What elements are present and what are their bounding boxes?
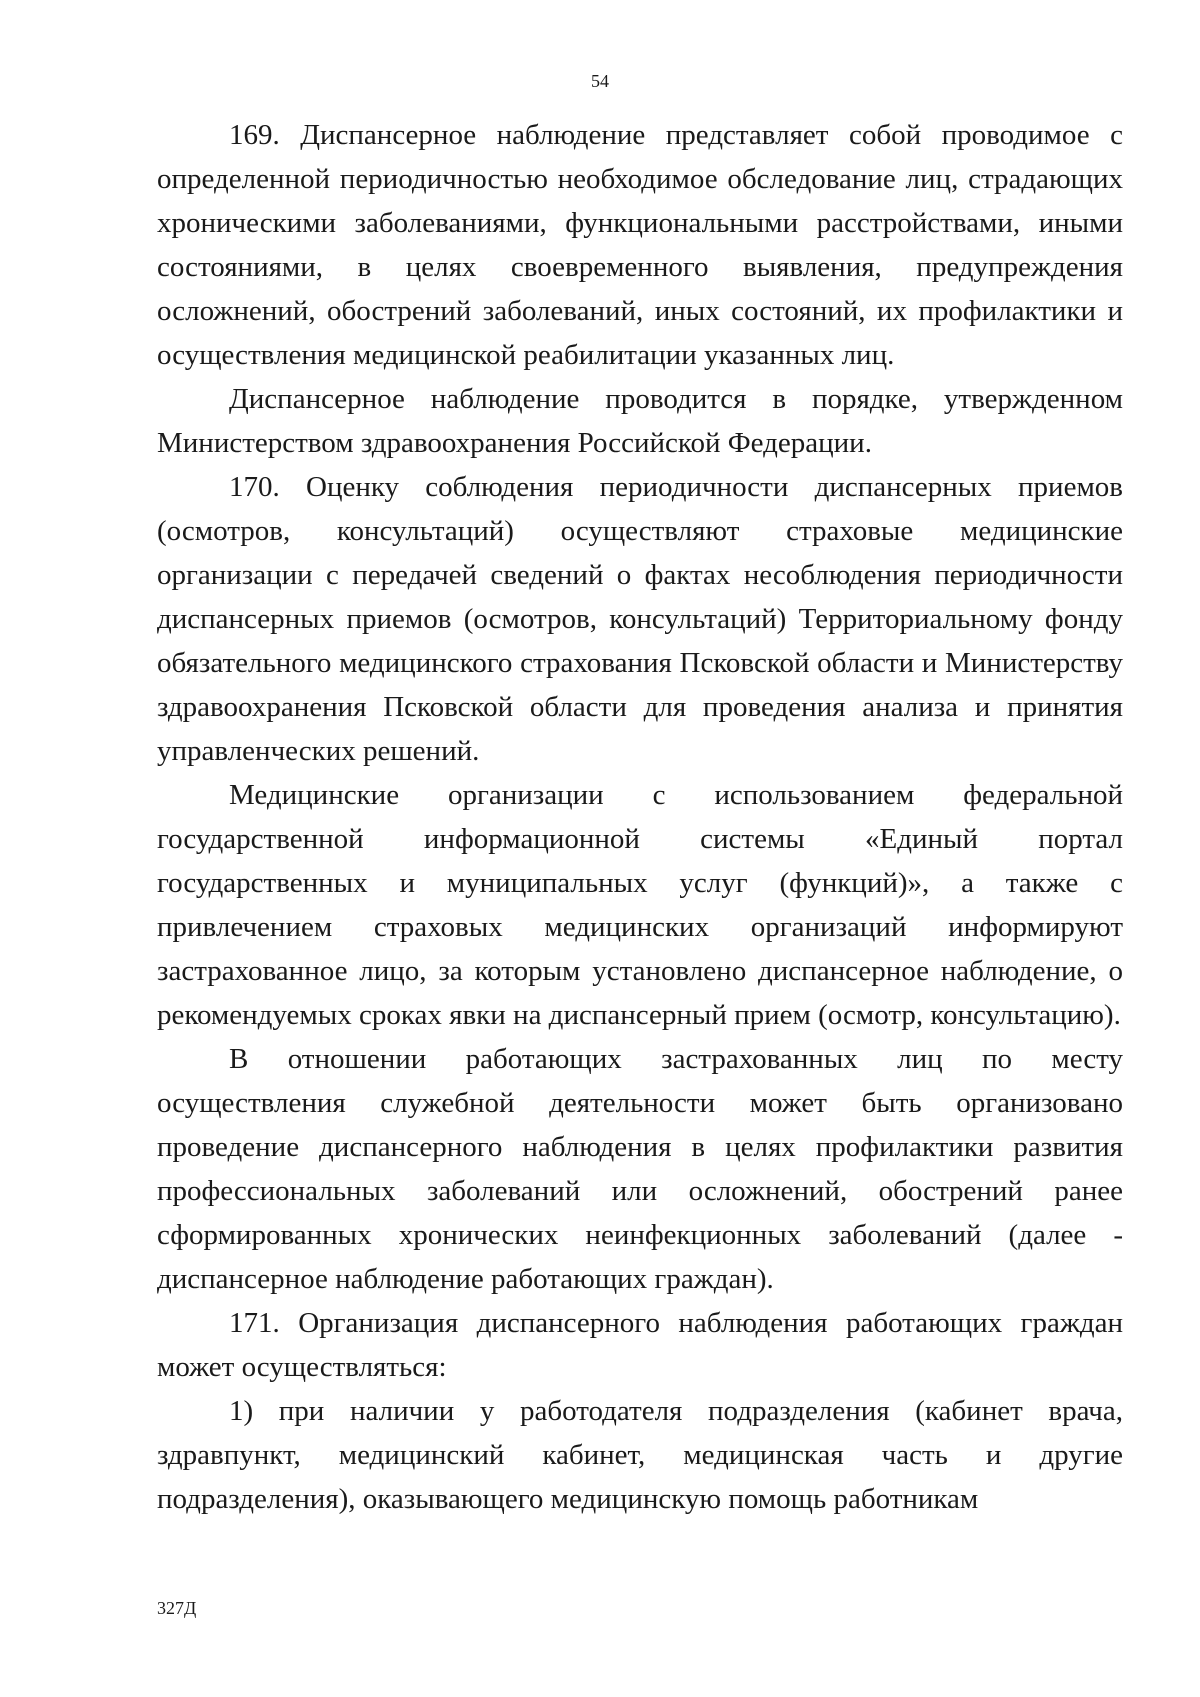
paragraph-informing: Медицинские организации с использованием федеральной государственной информационной системы «Единый портал государственных и муниципальных услуг (функций)», а также с привлечением страховых медицинских организаций информируют застрахованное лицо, за которым установлено диспансерное наблюдение, о рекомендуемых сроках явки на диспансерный прием (осмотр, консультацию). xyxy=(157,779,1123,1031)
paragraph-169: 169. Диспансерное наблюдение представляет собой проводимое с определенной периодичностью необходимое обследование лиц, страдающих хроническими заболеваниями, функциональными расстройствами, иными состояниями, в целях своевременного выявления, предупреждения осложнений, обострений заболеваний, иных состояний, их профилактики и осуществления медицинской реабилитации указанных лиц. xyxy=(157,119,1123,371)
paragraph-171: 171. Организация диспансерного наблюдения работающих граждан может осуществляться: xyxy=(157,1307,1123,1383)
paragraph-dispensary-order: Диспансерное наблюдение проводится в порядке, утвержденном Министерством здравоохранения Российской Федерации. xyxy=(157,383,1123,459)
page-number: 54 xyxy=(591,71,609,91)
paragraph-171-item-1: 1) при наличии у работодателя подразделения (кабинет врача, здравпункт, медицинский кабинет, медицинская часть и другие подразделения), оказывающего медицинскую помощь работникам xyxy=(157,1395,1123,1515)
paragraph-170: 170. Оценку соблюдения периодичности диспансерных приемов (осмотров, консультаций) осуществляют страховые медицинские организации с передачей сведений о фактах несоблюдения периодичности диспансерных приемов (осмотров, консультаций) Территориальному фонду обязательного медицинского страхования Псковской области и Министерству здравоохранения Псковской области для проведения анализа и принятия управленческих решений. xyxy=(157,471,1123,767)
document-code: 327Д xyxy=(157,1598,197,1618)
paragraph-working-persons: В отношении работающих застрахованных лиц по месту осуществления служебной деятельности может быть организовано проведение диспансерного наблюдения в целях профилактики развития профессиональных заболеваний или осложнений, обострений ранее сформированных хронических неинфекционных заболеваний (далее - диспансерное наблюдение работающих граждан). xyxy=(157,1043,1123,1295)
document-body xyxy=(157,113,1123,1521)
